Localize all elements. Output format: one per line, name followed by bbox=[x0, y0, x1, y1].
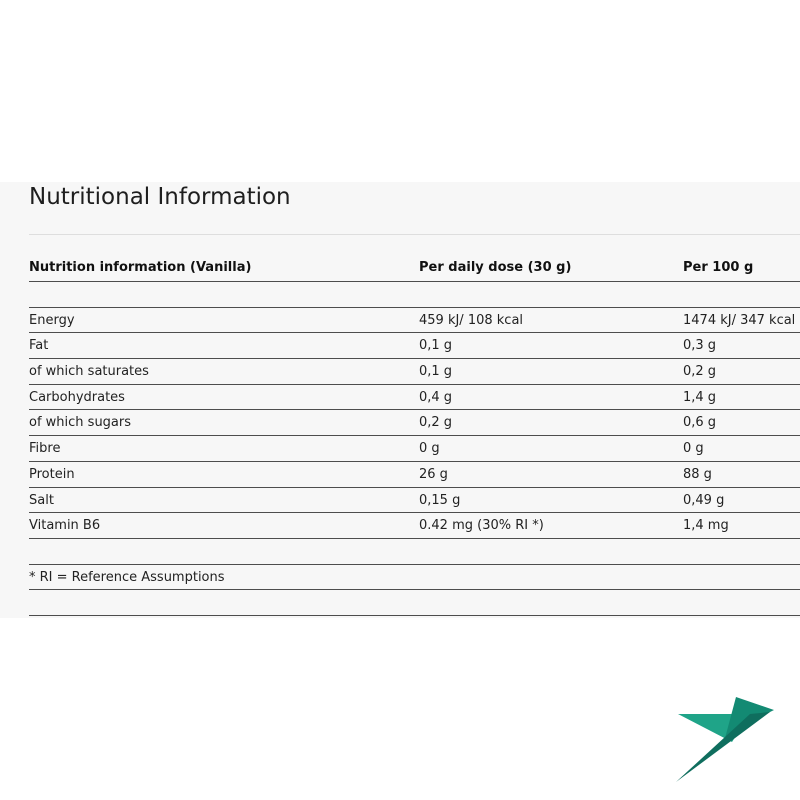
header-cell-nutrient: Nutrition information (Vanilla) bbox=[29, 260, 252, 275]
title-divider bbox=[29, 234, 800, 235]
cell-per-dose: 0,4 g bbox=[419, 389, 453, 405]
cell-per-dose: 0,2 g bbox=[419, 415, 453, 431]
cell-per-dose: 0,1 g bbox=[419, 364, 453, 380]
cell-per-100g: 0 g bbox=[683, 441, 704, 457]
cell-per-100g: 0,6 g bbox=[683, 415, 717, 431]
table-row bbox=[29, 385, 800, 411]
section-title: Nutritional Information bbox=[29, 184, 291, 210]
cell-nutrient: of which saturates bbox=[29, 364, 149, 380]
table-row bbox=[29, 513, 800, 539]
cell-nutrient: Fibre bbox=[29, 441, 61, 457]
cell-nutrient: Fat bbox=[29, 338, 49, 354]
cell-per-100g: 1,4 mg bbox=[683, 518, 729, 534]
cell-per-100g: 0,2 g bbox=[683, 364, 717, 380]
cell-per-dose: 26 g bbox=[419, 466, 448, 482]
brand-arrow-logo-icon bbox=[672, 692, 778, 784]
cell-per-dose: 0.42 mg (30% RI *) bbox=[419, 518, 544, 534]
table-row bbox=[29, 462, 800, 488]
cell-nutrient: Energy bbox=[29, 312, 75, 328]
table-header-row bbox=[29, 255, 800, 282]
cell-per-dose: 0,15 g bbox=[419, 492, 461, 508]
cell-per-100g: 1474 kJ/ 347 kcal bbox=[683, 312, 796, 328]
cell-nutrient: Carbohydrates bbox=[29, 389, 125, 405]
table-row bbox=[29, 410, 800, 436]
table-row bbox=[29, 436, 800, 462]
cell-per-dose: 459 kJ/ 108 kcal bbox=[419, 312, 524, 328]
cell-per-100g: 1,4 g bbox=[683, 389, 717, 405]
table-row bbox=[29, 565, 800, 591]
cell-per-100g: 88 g bbox=[683, 466, 712, 482]
table-row bbox=[29, 308, 800, 334]
table-row bbox=[29, 282, 800, 308]
cell-nutrient: Salt bbox=[29, 492, 54, 508]
nutrition-table bbox=[29, 255, 800, 616]
header-cell-per-dose: Per daily dose (30 g) bbox=[419, 260, 572, 275]
table-row bbox=[29, 488, 800, 514]
cell-nutrient: * RI = Reference Assumptions bbox=[29, 569, 225, 585]
cell-per-100g: 0,49 g bbox=[683, 492, 725, 508]
cell-per-100g: 0,3 g bbox=[683, 338, 717, 354]
table-row bbox=[29, 359, 800, 385]
cell-per-dose: 0 g bbox=[419, 441, 440, 457]
header-cell-per-100g: Per 100 g bbox=[683, 260, 754, 275]
cell-per-dose: 0,1 g bbox=[419, 338, 453, 354]
table-body bbox=[29, 282, 800, 616]
cell-nutrient: Vitamin B6 bbox=[29, 518, 101, 534]
cell-nutrient: of which sugars bbox=[29, 415, 132, 431]
table-row bbox=[29, 590, 800, 616]
table-row bbox=[29, 333, 800, 359]
cell-nutrient: Protein bbox=[29, 466, 75, 482]
table-row bbox=[29, 539, 800, 565]
